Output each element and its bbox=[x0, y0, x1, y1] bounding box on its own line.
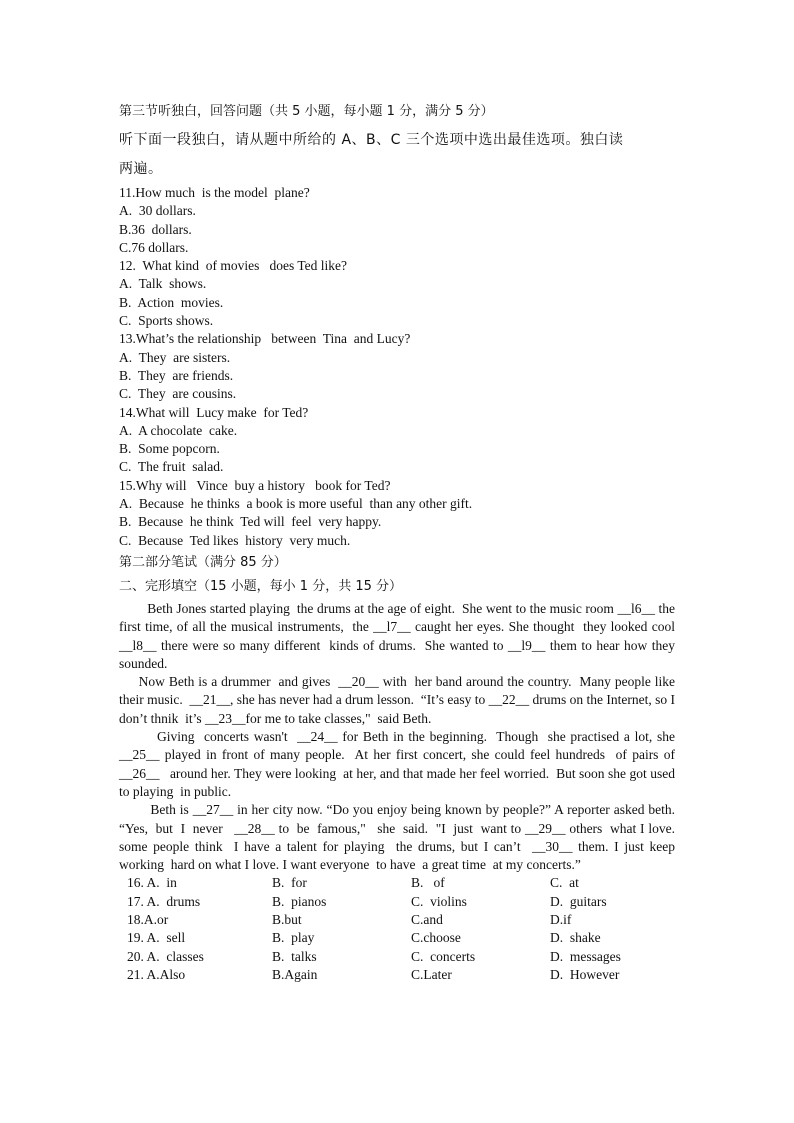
option-21-d: D. However bbox=[550, 966, 620, 982]
option-row-16 bbox=[119, 874, 675, 892]
question-13: 13.What’s the relationship between Tina and Lucy? bbox=[119, 331, 411, 347]
section3-instruction-line2: 两遍。 bbox=[119, 161, 163, 177]
cloze-passage bbox=[119, 600, 682, 874]
section3-heading: 第三节听独白，回答问题（共 5 小题，每小题 1 分，满分 5 分） bbox=[119, 104, 494, 119]
exam-page bbox=[119, 98, 682, 984]
option-20-a: 20. A. classes bbox=[127, 948, 204, 964]
option-12-a: A. Talk shows. bbox=[119, 276, 207, 292]
option-21-b: B.Again bbox=[272, 966, 318, 982]
option-19-b: B. play bbox=[272, 930, 315, 946]
option-16-d: C. at bbox=[550, 875, 579, 891]
option-20-c: C. concerts bbox=[411, 948, 476, 964]
question-11: 11.How much is the model plane? bbox=[119, 185, 310, 200]
option-row-18 bbox=[119, 911, 675, 929]
option-17-a: 17. A. drums bbox=[127, 893, 201, 909]
option-13-c: C. They are cousins. bbox=[119, 386, 237, 402]
option-13-a: A. They are sisters. bbox=[119, 349, 231, 365]
option-row-21 bbox=[119, 966, 675, 984]
cloze-paragraph-2: Now Beth is a drummer and gives __20__ with her band around the country. Many people like their music. __21__, she has never had a drum lesson. “It’s easy to __22__ drums on the Internet, so I don’t thnik it’s __23__for me to take classes," said Beth. bbox=[119, 674, 679, 726]
option-16-c: B. of bbox=[411, 875, 445, 891]
option-19-c: C.choose bbox=[411, 930, 461, 946]
option-15-a: A. Because he thinks a book is more useful than any other gift. bbox=[119, 496, 473, 512]
option-11-a: A. 30 dollars. bbox=[119, 203, 196, 219]
cloze-paragraph-4: Beth is __27__ in her city now. “Do you enjoy being known by people?” A reporter asked beth. “Yes, but I never __28__ to be famous," she said. "I just want to __29__ others what I love. some people think I have a talent for playing the drums, but I can’t __30__ them. I just keep working hard on what I love. I want everyone to have a great time at my concerts.” bbox=[119, 802, 682, 873]
option-19-d: D. shake bbox=[550, 930, 601, 946]
option-18-d: D.if bbox=[550, 911, 572, 927]
cloze-paragraph-3: Giving concerts wasn't __24__ for Beth in the beginning. Though she practised a lot, she __25__ played in front of many people. At her first concert, she could feel hundreds of pairs of __26__ around her. They were looking at her, and that made her feel worried. But soon she got used to playing in public. bbox=[119, 729, 679, 799]
option-11-c: C.76 dollars. bbox=[119, 239, 189, 255]
cloze-paragraph-1: Beth Jones started playing the drums at the age of eight. She went to the music room __l6__ the first time, of all the musical instruments, the __l7__ caught her eyes. She thought they looked cool __l8__ there were so many different kinds of drums. She wanted to __l9__ them to hear how they sounded. bbox=[119, 600, 682, 671]
option-18-c: C.and bbox=[411, 911, 443, 927]
option-19-a: 19. A. sell bbox=[127, 930, 186, 946]
option-21-a: 21. A.Also bbox=[127, 966, 186, 982]
cloze-heading: 二、完形填空（15 小题，每小 1 分，共 15 分） bbox=[119, 578, 403, 594]
option-12-c: C. Sports shows. bbox=[119, 313, 214, 329]
option-18-a: 18.A.or bbox=[127, 911, 169, 927]
option-row-20 bbox=[119, 948, 675, 966]
option-16-a: 16. A. in bbox=[127, 875, 177, 891]
option-17-b: B. pianos bbox=[272, 893, 327, 909]
option-14-b: B. Some popcorn. bbox=[119, 441, 220, 457]
option-18-b: B.but bbox=[272, 911, 302, 927]
option-21-c: C.Later bbox=[411, 966, 452, 982]
option-15-b: B. Because he think Ted will feel very happy. bbox=[119, 514, 382, 530]
part2-heading: 第二部分笔试（满分 85 分） bbox=[119, 554, 287, 570]
option-20-d: D. messages bbox=[550, 948, 621, 964]
cloze-options bbox=[119, 874, 675, 984]
option-row-17 bbox=[119, 893, 675, 911]
option-13-b: B. They are friends. bbox=[119, 367, 234, 383]
section3-instruction-line1: 听下面一段独白，请从题中所给的 A、B、C 三个选项中选出最佳选项。独白读 bbox=[119, 132, 624, 148]
option-16-b: B. for bbox=[272, 875, 307, 891]
option-20-b: B. talks bbox=[272, 948, 317, 964]
option-11-b: B.36 dollars. bbox=[119, 221, 192, 237]
option-12-b: B. Action movies. bbox=[119, 294, 224, 310]
option-row-19 bbox=[119, 929, 675, 947]
question-14: 14.What will Lucy make for Ted? bbox=[119, 404, 309, 420]
option-17-c: C. violins bbox=[411, 893, 467, 909]
listening-questions bbox=[119, 184, 675, 550]
option-14-a: A. A chocolate cake. bbox=[119, 422, 238, 438]
option-14-c: C. The fruit salad. bbox=[119, 459, 224, 475]
question-12: 12. What kind of movies does Ted like? bbox=[119, 258, 348, 274]
question-15: 15.Why will Vince buy a history book for Ted? bbox=[119, 477, 391, 493]
option-15-c: C. Because Ted likes history very much. bbox=[119, 532, 351, 548]
option-17-d: D. guitars bbox=[550, 893, 607, 909]
